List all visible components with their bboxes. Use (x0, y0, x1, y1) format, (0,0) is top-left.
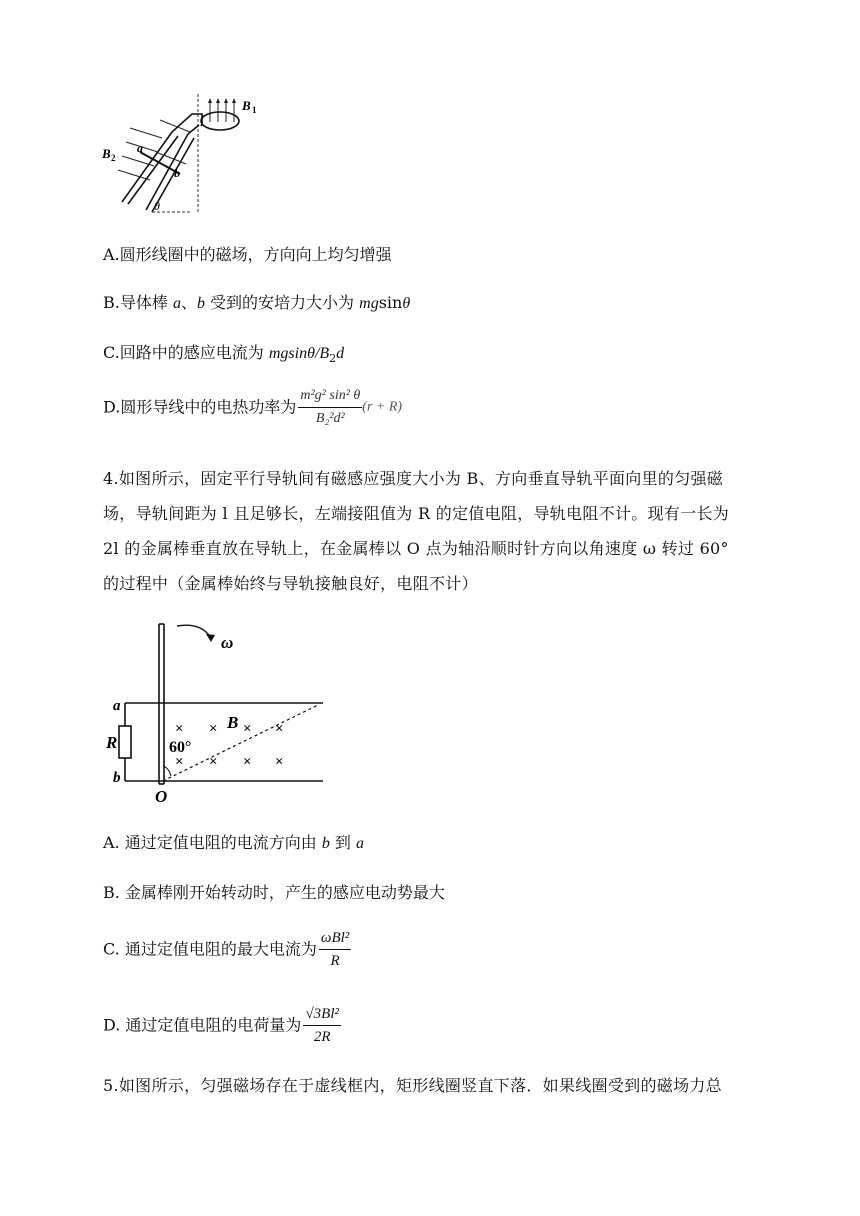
q3-option-c-d: d (336, 345, 345, 362)
q3-option-d-numerator: m²g² sin² θ (298, 386, 362, 408)
q3-option-d (103, 386, 402, 429)
q4-cross-3: × (243, 721, 252, 737)
q3-option-d-prefix: D.圆形导线中的电热功率为 (103, 397, 297, 417)
q4-option-c-denominator: R (330, 953, 340, 969)
q4-option-a-a: a (356, 835, 365, 852)
q3-option-d-fraction (298, 386, 362, 429)
q4-option-c (103, 928, 351, 971)
q3-option-b-a: a (172, 295, 181, 312)
q3-option-c-expr: mgsinθ/B (268, 345, 330, 362)
q4-label-a: a (113, 698, 121, 714)
q3-label-b2: B (102, 146, 111, 161)
q3-option-b-prefix: B.导体棒 (103, 293, 173, 312)
q3-label-b: b (174, 166, 180, 180)
q4-cross-1: × (175, 721, 184, 737)
q4-stem-line-1: 4.如图所示，固定平行导轨间有磁感应强度大小为 B、方向垂直导轨平面向里的匀强磁 (103, 469, 724, 488)
q4-option-d-denominator: 2R (313, 1029, 331, 1045)
q4-stem-line-4: 的过程中（金属棒始终与导轨接触良好，电阻不计） (103, 574, 478, 593)
q4-option-d-prefix: D. 通过定值电阻的电荷量为 (103, 1015, 302, 1035)
q3-option-a: A.圆形线圈中的磁场，方向向上均匀增强 (103, 245, 392, 264)
q4-option-a-prefix: A. 通过定值电阻的电流方向由 (103, 833, 322, 852)
q3-label-theta: θ (154, 199, 160, 213)
q4-stem-line-2: 场，导轨间距为 l 且足够长，左端接阻值为 R 的定值电阻，导轨电阻不计。现有一长为 (103, 504, 730, 523)
q3-option-b-sep: 、 (180, 293, 197, 312)
q4-stem (103, 461, 763, 601)
q3-option-b-b: b (196, 295, 205, 312)
q4-cross-2: × (209, 721, 218, 737)
q3-option-b-theta: θ (402, 295, 411, 312)
q4-figure (103, 618, 333, 806)
q4-stem-line-3: 2l 的金属棒垂直放在导轨上，在金属棒以 O 点为轴沿顺时针方向以角速度 ω 转过 60° (103, 539, 729, 558)
q4-cross-5: × (175, 754, 184, 770)
q3-option-c-sub: 2 (329, 352, 337, 366)
q3-label-b1-sub: 1 (252, 105, 257, 115)
q4-label-b-field: B (227, 713, 239, 732)
q4-cross-7: × (243, 754, 252, 770)
q5-stem (103, 1068, 763, 1103)
q4-option-a-mid: 到 (329, 833, 357, 852)
q4-option-c-prefix: C. 通过定值电阻的最大电流为 (103, 939, 317, 959)
q3-option-b (103, 293, 410, 314)
q4-option-b: B. 金属棒刚开始转动时，产生的感应电动势最大 (103, 883, 445, 902)
q4-option-d (103, 1004, 341, 1047)
q3-option-c-prefix: C.回路中的感应电流为 (103, 343, 269, 362)
q3-label-b1: B (242, 98, 251, 113)
q4-option-d-fraction (303, 1004, 341, 1047)
q3-option-b-mid: 受到的安培力大小为 (204, 293, 360, 312)
q4-option-d-numerator: √3Bl² (303, 1004, 341, 1026)
q3-label-a: a (137, 141, 143, 155)
q3-figure (100, 92, 270, 218)
q4-cross-6: × (209, 754, 218, 770)
q3-option-d-tail: (r + R) (362, 399, 403, 415)
q4-cross-8: × (275, 754, 284, 770)
q4-cross-4: × (275, 721, 284, 737)
q3-option-d-denominator: B₂²d² (315, 411, 345, 426)
q4-label-b: b (113, 770, 121, 786)
q4-option-c-numerator: ωBl² (319, 928, 351, 950)
q3-label-b2-sub: 2 (111, 153, 116, 163)
q3-option-b-sin: sin (378, 293, 403, 312)
q4-label-omega: ω (221, 633, 234, 652)
q4-option-a-b: b (321, 835, 330, 852)
q4-option-a (103, 833, 364, 854)
q5-stem-line-1: 5.如图所示，匀强磁场存在于虚线框内，矩形线圈竖直下落．如果线圈受到的磁场力总 (103, 1076, 722, 1095)
q4-label-angle: 60° (169, 739, 192, 756)
q4-option-c-fraction (319, 928, 351, 971)
q4-label-o: O (155, 787, 168, 806)
q3-option-c (103, 343, 344, 369)
q4-label-r: R (106, 733, 118, 752)
q3-option-b-expr: mg (359, 295, 379, 312)
